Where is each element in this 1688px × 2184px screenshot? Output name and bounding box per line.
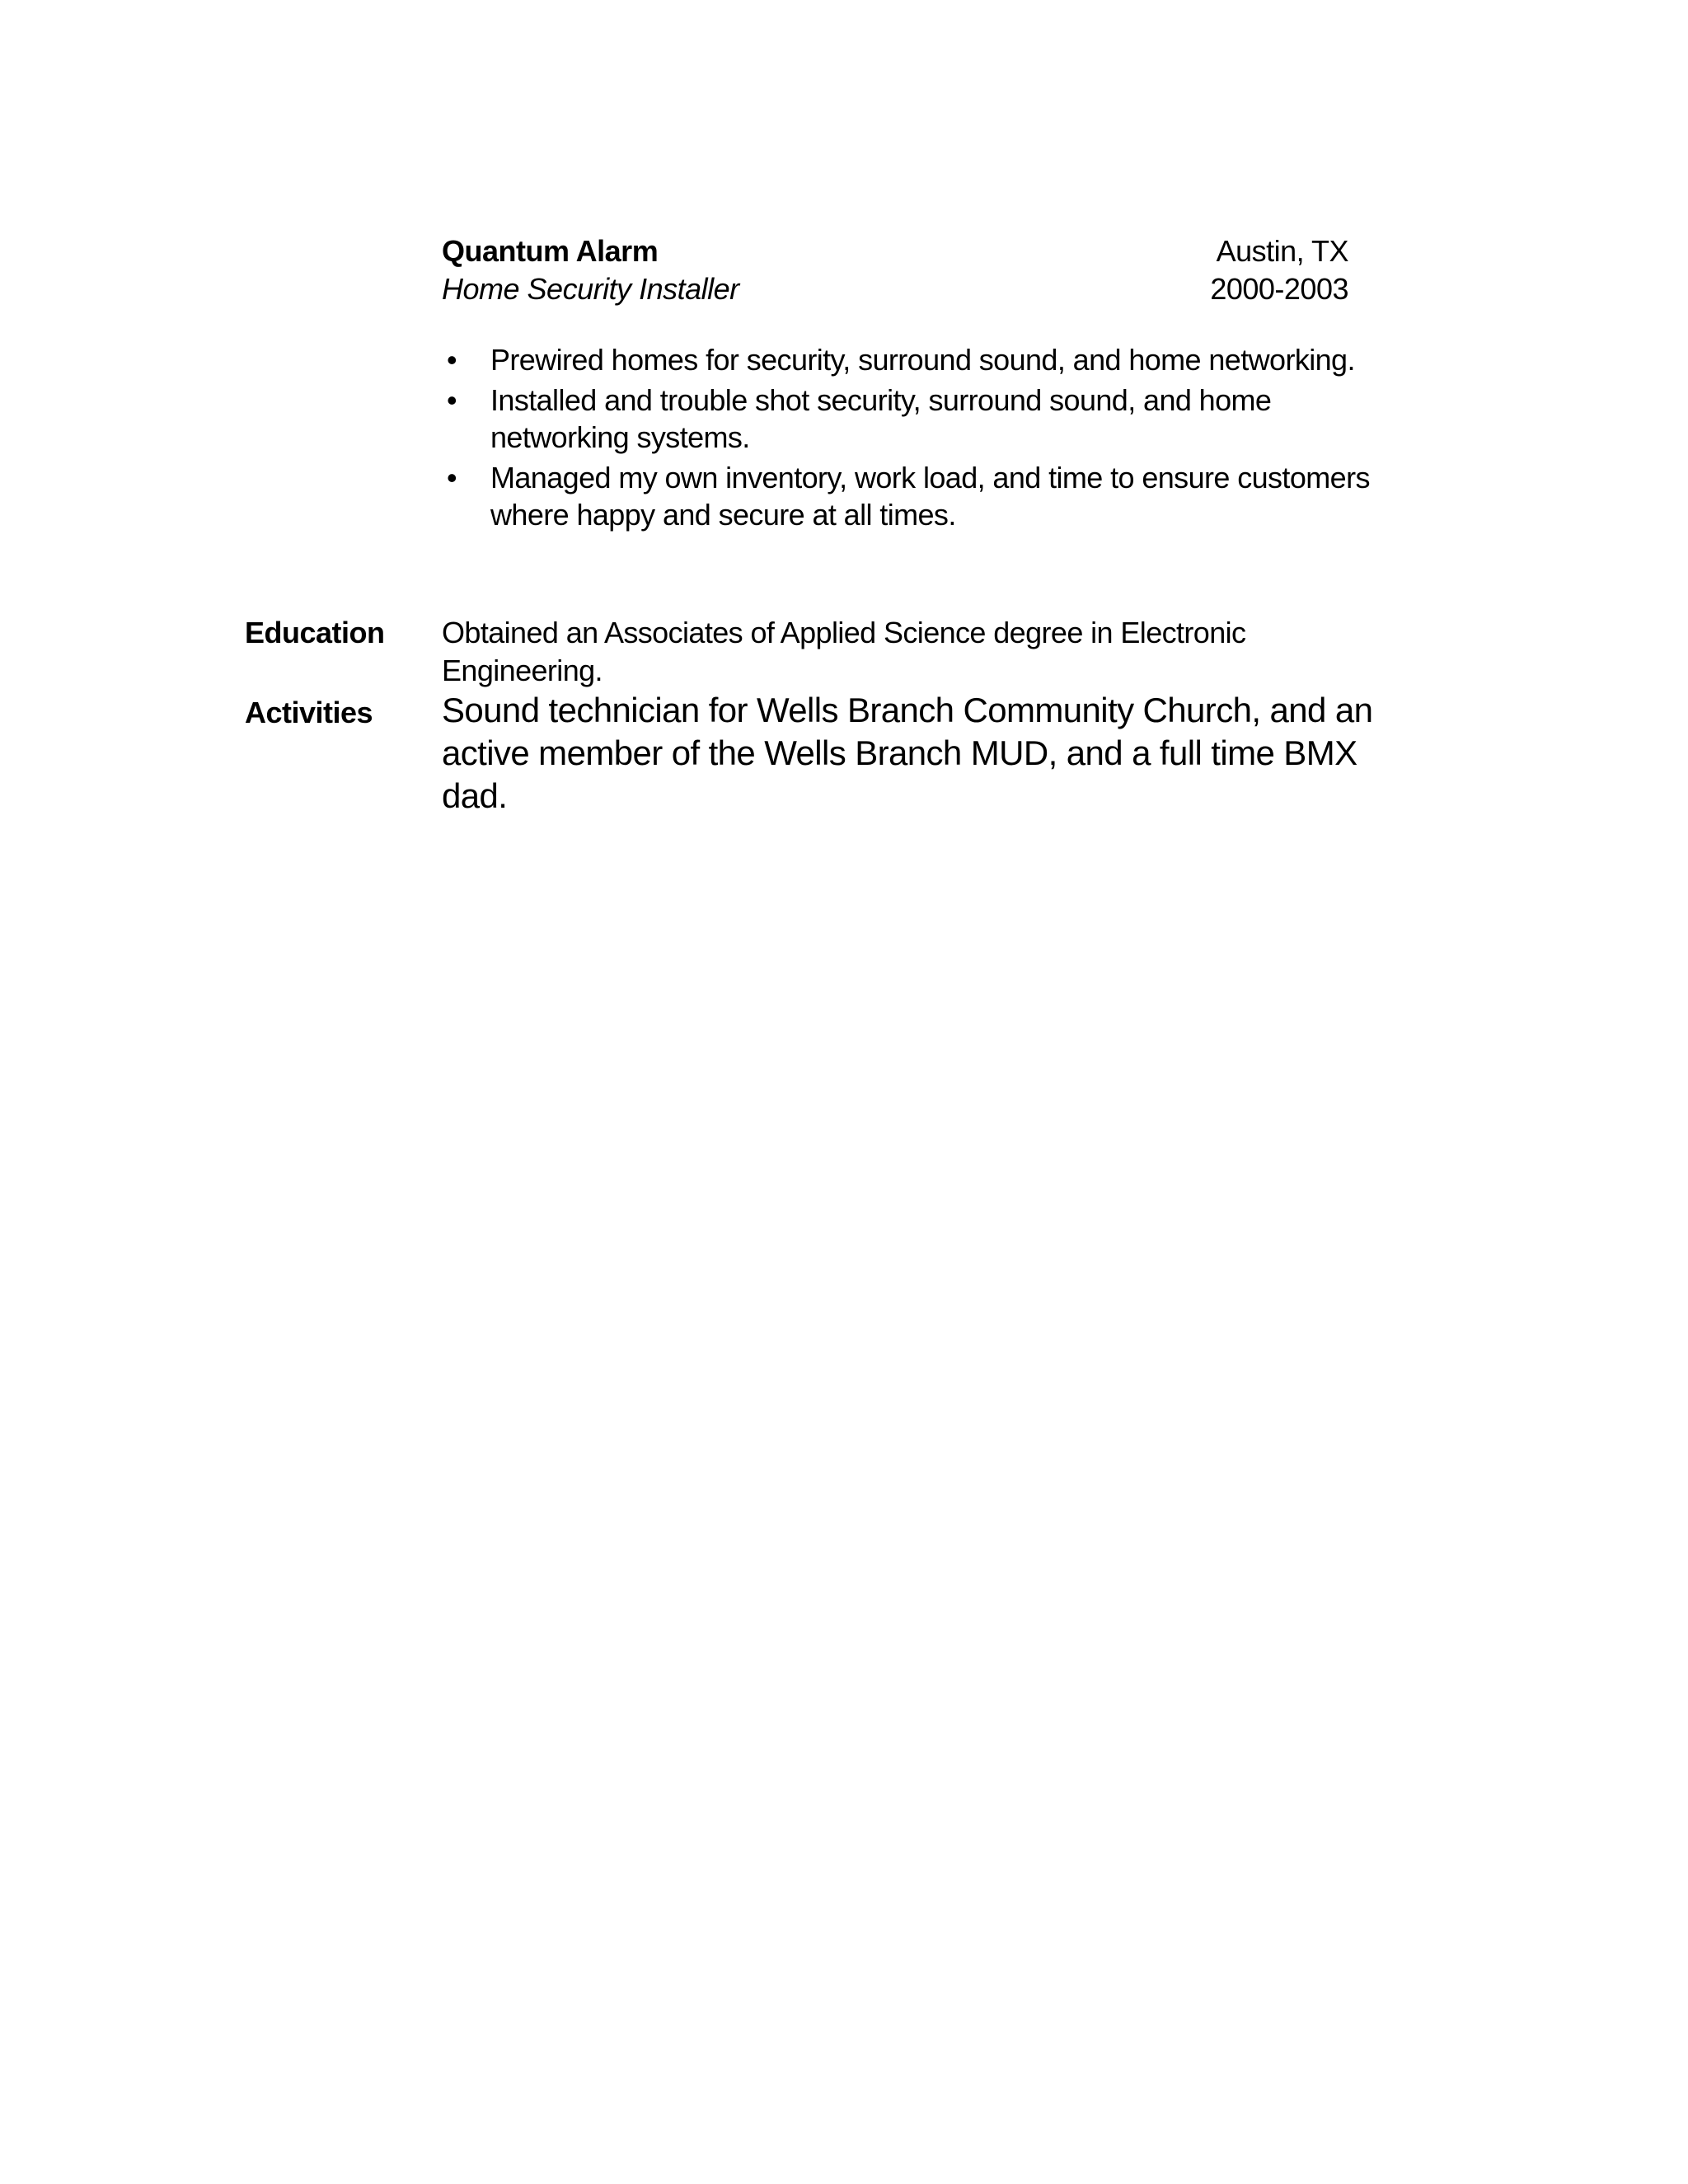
education-heading: Education	[245, 616, 385, 649]
bullet-icon: •	[447, 461, 457, 494]
activities-section	[245, 689, 1481, 818]
job-subheader-row	[442, 270, 1348, 308]
activities-text: Sound technician for Wells Branch Community Church, and an active member of the Wells Branch MUD, and a full time BMX dad.	[442, 691, 1373, 815]
duty-text: Managed my own inventory, work load, and time to ensure customers where happy and secure at all times.	[490, 461, 1370, 532]
job-title: Home Security Installer	[442, 272, 739, 306]
bullet-icon: •	[447, 343, 457, 377]
employer-name: Quantum Alarm	[442, 234, 659, 268]
job-location: Austin, TX	[1216, 234, 1348, 268]
education-section	[245, 614, 1481, 690]
job-duties-list	[442, 341, 1398, 533]
duty-text: Prewired homes for security, surround sound, and home networking.	[490, 343, 1355, 377]
job-header-row	[442, 232, 1348, 270]
list-item	[442, 341, 1398, 378]
list-item	[442, 459, 1398, 533]
job-dates: 2000-2003	[1210, 272, 1348, 306]
duty-text: Installed and trouble shot security, surround sound, and home networking systems.	[490, 383, 1272, 454]
job-entry	[442, 232, 1398, 537]
bullet-icon: •	[447, 383, 457, 417]
list-item	[442, 382, 1398, 456]
activities-heading: Activities	[245, 696, 373, 729]
education-text: Obtained an Associates of Applied Science degree in Electronic Engineering.	[442, 616, 1246, 687]
